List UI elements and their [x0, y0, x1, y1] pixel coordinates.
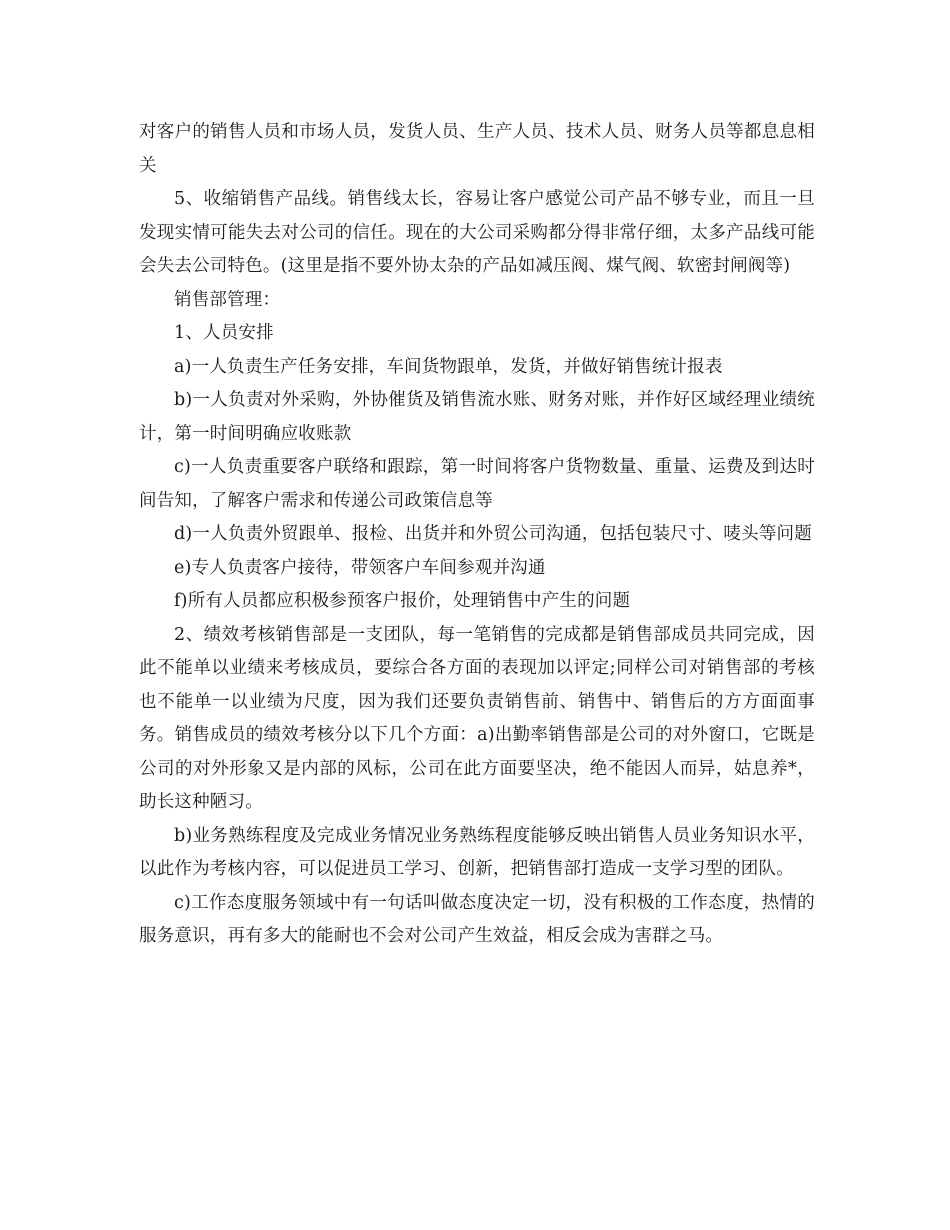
list-item-e: e)专人负责客户接待，带领客户车间参观并沟通 — [174, 557, 546, 578]
paragraph-continuation: 对客户的销售人员和市场人员，发货人员、生产人员、技术人员、财务人员等都息息相关 — [139, 122, 815, 176]
list-item-c: c)一人负责重要客户联络和跟踪，第一时间将客户货物数量、重量、运费及到达时间告知，了解客户需求和传递公司政策信息等 — [139, 457, 815, 511]
list-item-d: d)一人负责外贸跟单、报检、出货并和外贸公司沟通，包括包装尺寸、唛头等问题 — [174, 524, 812, 544]
list-item-a: a)一人负责生产任务安排，车间货物跟单，发货，并做好销售统计报表 — [174, 356, 723, 377]
list-item-f: f)所有人员都应积极参预客户报价，处理销售中产生的问题 — [174, 591, 631, 611]
paragraph-proficiency: b)业务熟练程度及完成业务情况业务熟练程度能够反映出销售人员业务知识水平，以此作为考核内容，可以促进员工学习、创新，把销售部打造成一支学习型的团队。 — [139, 825, 815, 879]
paragraph-point-5: 5、收缩销售产品线。销售线太长，容易让客户感觉公司产品不够专业，而且一旦发现实情可能失去对公司的信任。现在的大公司采购都分得非常仔细，太多产品线可能会失去公司特色。(这里是指不要外协太杂的产品如减压阀、煤气阀、软密封闸阀等) — [139, 189, 815, 276]
paragraph-attitude: c)工作态度服务领域中有一句话叫做态度决定一切，没有积极的工作态度，热情的服务意识，再有多大的能耐也不会对公司产生效益，相反会成为害群之马。 — [139, 892, 815, 946]
paragraph-performance-review: 2、绩效考核销售部是一支团队，每一笔销售的完成都是销售部成员共同完成，因此不能单以业绩来考核成员，要综合各方面的表现加以评定;同样公司对销售部的考核也不能单一以业绩为尺度，因为我们还要负责销售前、销售中、销售后的方方面面事务。销售成员的绩效考核分以下几个方面：a)出勤率销售部是公司的对外窗口，它既是公司的对外形象又是内部的风标，公司在此方面要坚决，绝不能因人而异，姑息养*，助长这种陋习。 — [139, 624, 815, 812]
list-item-b: b)一人负责对外采购，外协催货及销售流水账、财务对账，并作好区域经理业绩统计，第一时间明确应收账款 — [139, 390, 815, 444]
document-body — [139, 116, 815, 954]
section-heading-sales-management: 销售部管理： — [174, 289, 281, 310]
subheading-staffing: 1、人员安排 — [174, 323, 274, 343]
